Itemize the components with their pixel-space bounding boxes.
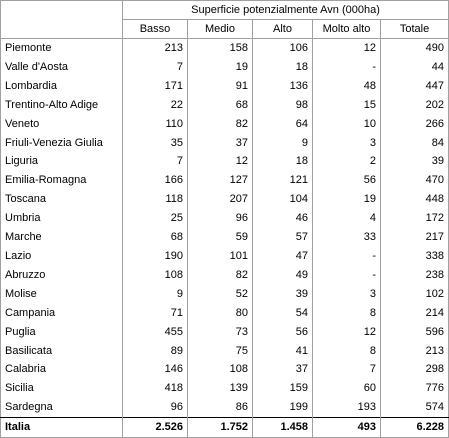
table-row [1,171,449,190]
value-basso: 35 [123,134,188,153]
value-medio: 96 [188,209,253,228]
total-label: Italia [1,418,123,438]
value-medio: 127 [188,171,253,190]
value-medio: 75 [188,342,253,361]
total-row [1,418,449,438]
table-row [1,134,449,153]
value-alto: 136 [253,77,313,96]
table-row [1,247,449,266]
region-label: Valle d'Aosta [5,60,69,73]
value-basso: 7 [123,152,188,171]
table-row [1,304,449,323]
table-row [1,285,449,304]
value-molto-alto: 12 [313,323,381,342]
value-alto: 47 [253,247,313,266]
column-header-row [1,20,449,39]
value-medio: 37 [188,134,253,153]
value-basso: 146 [123,360,188,379]
value-molto-alto: 193 [313,398,381,417]
value-basso: 2.526 [123,418,188,438]
value-molto-alto: 8 [313,304,381,323]
table-row [1,228,449,247]
region-label: Liguria [5,155,39,168]
table-row [1,323,449,342]
value-molto-alto: 2 [313,152,381,171]
table-row [1,190,449,209]
table-row [1,152,449,171]
value-basso: 96 [123,398,188,417]
region-label: Sicilia [5,382,34,395]
value-totale: 39 [381,152,449,171]
region-label: Friuli-Venezia Giulia [5,136,103,149]
table-row [1,379,449,398]
value-totale: 574 [381,398,449,417]
value-medio: 101 [188,247,253,266]
value-totale: 448 [381,190,449,209]
value-totale: 776 [381,379,449,398]
value-totale: 266 [381,115,449,134]
value-alto: 1.458 [253,418,313,438]
region-label: Abruzzo [5,268,46,281]
column-header-medio: Medio [188,20,253,39]
value-molto-alto: 3 [313,285,381,304]
column-header-molto-alto: Molto alto [313,20,381,39]
table-row [1,115,449,134]
value-alto: 39 [253,285,313,304]
corner-cell-2 [1,20,123,39]
column-header-alto: Alto [253,20,313,39]
value-alto: 64 [253,115,313,134]
value-totale: 238 [381,266,449,285]
value-medio: 158 [188,39,253,58]
value-totale: 6.228 [381,418,449,438]
value-medio: 19 [188,58,253,77]
region-label: Piemonte [5,42,52,54]
value-totale: 202 [381,96,449,115]
value-basso: 9 [123,285,188,304]
value-medio: 207 [188,190,253,209]
value-basso: 190 [123,247,188,266]
value-molto-alto: 8 [313,342,381,361]
value-molto-alto: 48 [313,77,381,96]
region-label: Basilicata [5,344,53,357]
value-medio: 52 [188,285,253,304]
value-totale: 214 [381,304,449,323]
column-header-totale: Totale [381,20,449,39]
table-row [1,77,449,96]
value-molto-alto: 7 [313,360,381,379]
value-totale: 470 [381,171,449,190]
table-row [1,360,449,379]
value-molto-alto: 19 [313,190,381,209]
value-basso: 71 [123,304,188,323]
value-totale: 596 [381,323,449,342]
value-molto-alto: 3 [313,134,381,153]
table-row [1,209,449,228]
value-alto: 106 [253,39,313,58]
value-totale: 84 [381,134,449,153]
value-basso: 118 [123,190,188,209]
super-header-label: Superficie potenzialmente Avn (000ha) [123,1,449,20]
header-super-row [1,1,449,20]
value-alto: 57 [253,228,313,247]
table-row [1,39,449,58]
region-label: Toscana [5,193,46,206]
value-totale: 44 [381,58,449,77]
table-row [1,342,449,361]
value-medio: 86 [188,398,253,417]
value-alto: 37 [253,360,313,379]
value-molto-alto: - [313,266,381,285]
value-molto-alto: 10 [313,115,381,134]
column-header-basso: Basso [123,20,188,39]
value-totale: 213 [381,342,449,361]
value-totale: 447 [381,77,449,96]
table-row [1,398,449,417]
region-label: Sardegna [5,401,53,414]
region-label: Molise [5,287,37,300]
region-label: Puglia [5,325,36,338]
value-basso: 166 [123,171,188,190]
region-label: Emilia-Romagna [5,174,87,187]
value-alto: 159 [253,379,313,398]
value-medio: 68 [188,96,253,115]
table-row [1,96,449,115]
value-basso: 68 [123,228,188,247]
value-medio: 91 [188,77,253,96]
value-basso: 213 [123,39,188,58]
value-alto: 54 [253,304,313,323]
region-label: Lazio [5,249,32,262]
value-medio: 73 [188,323,253,342]
value-totale: 338 [381,247,449,266]
table-row [1,266,449,285]
value-basso: 455 [123,323,188,342]
region-label: Trentino-Alto Adige [5,98,99,111]
value-alto: 18 [253,152,313,171]
value-molto-alto: 493 [313,418,381,438]
value-medio: 80 [188,304,253,323]
value-molto-alto: 4 [313,209,381,228]
value-alto: 199 [253,398,313,417]
value-medio: 139 [188,379,253,398]
value-basso: 418 [123,379,188,398]
table-row [1,58,449,77]
value-basso: 25 [123,209,188,228]
value-molto-alto: 15 [313,96,381,115]
region-label: Calabria [5,363,46,376]
value-totale: 217 [381,228,449,247]
value-basso: 171 [123,77,188,96]
value-alto: 98 [253,96,313,115]
value-basso: 89 [123,342,188,361]
region-label: Veneto [5,117,40,130]
value-basso: 7 [123,58,188,77]
region-label: Umbria [5,212,41,225]
value-alto: 9 [253,134,313,153]
corner-cell [1,1,123,20]
value-alto: 121 [253,171,313,190]
value-basso: 22 [123,96,188,115]
region-label: Marche [5,231,42,244]
value-alto: 41 [253,342,313,361]
value-molto-alto: 33 [313,228,381,247]
value-molto-alto: 56 [313,171,381,190]
value-alto: 56 [253,323,313,342]
value-alto: 104 [253,190,313,209]
value-medio: 82 [188,266,253,285]
region-label: Lombardia [5,79,57,92]
value-totale: 490 [381,39,449,58]
value-molto-alto: 60 [313,379,381,398]
value-molto-alto: - [313,247,381,266]
value-medio: 108 [188,360,253,379]
value-totale: 102 [381,285,449,304]
value-medio: 59 [188,228,253,247]
value-alto: 18 [253,58,313,77]
value-medio: 82 [188,115,253,134]
value-alto: 46 [253,209,313,228]
value-molto-alto: - [313,58,381,77]
value-alto: 49 [253,266,313,285]
region-label: Campania [5,306,56,319]
value-medio: 12 [188,152,253,171]
value-totale: 298 [381,360,449,379]
value-medio: 1.752 [188,418,253,438]
value-molto-alto: 12 [313,39,381,58]
value-basso: 108 [123,266,188,285]
value-basso: 110 [123,115,188,134]
value-totale: 172 [381,209,449,228]
